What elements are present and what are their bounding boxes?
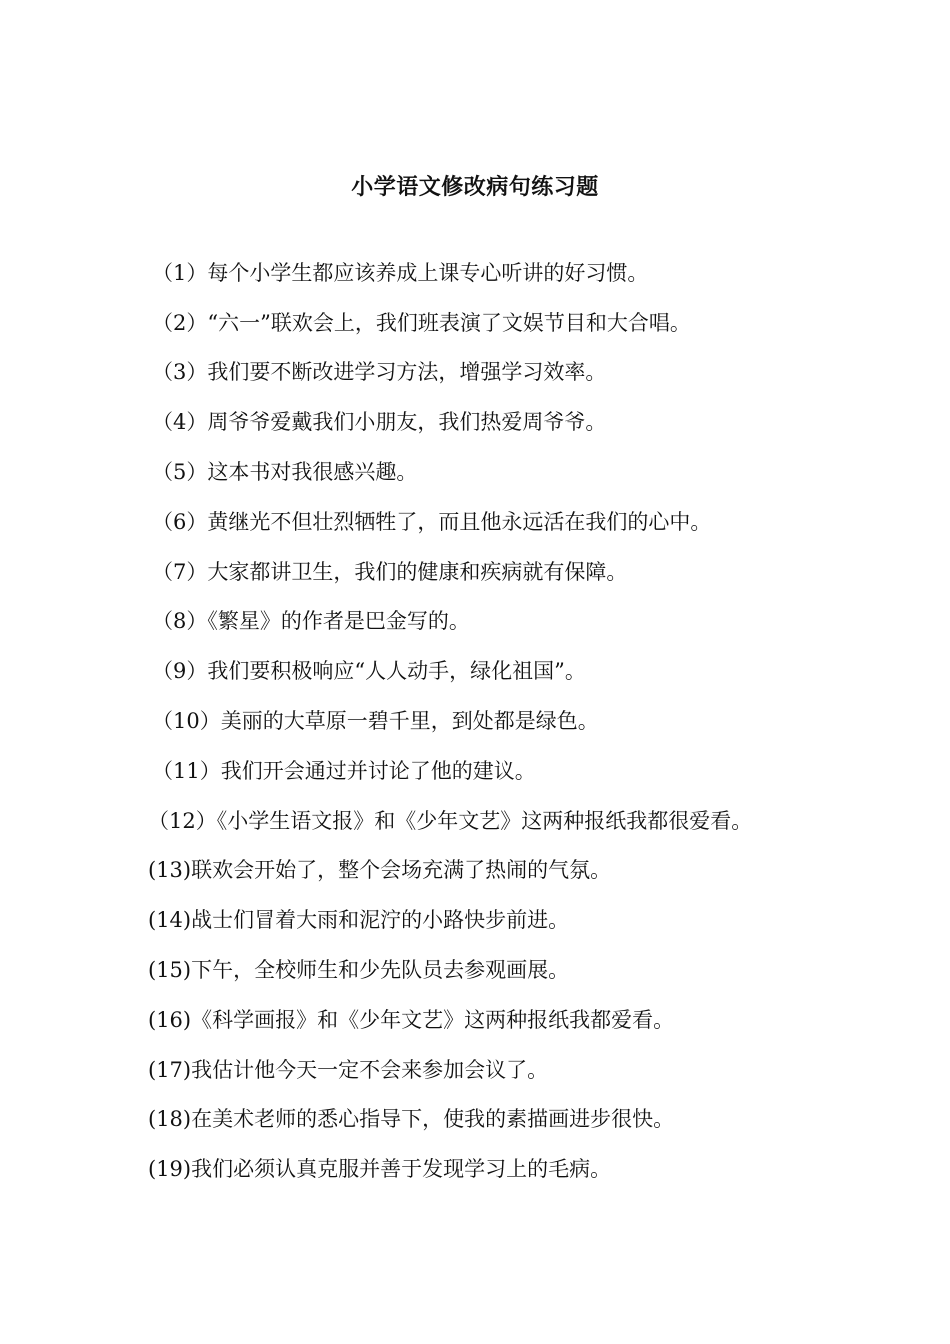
sentence-2: （2）“六一”联欢会上，我们班表演了文娱节目和大合唱。 [152,311,691,335]
sentence-4: （4）周爷爷爱戴我们小朋友，我们热爱周爷爷。 [152,410,607,434]
sentence-19: (19)我们必须认真克服并善于发现学习上的毛病。 [148,1157,612,1181]
sentence-9: （9）我们要积极响应“人人动手，绿化祖国”。 [152,659,586,683]
sentence-12: （12）《小学生语文报》和《少年文艺》这两种报纸我都很爱看。 [148,809,753,833]
sentence-16: (16)《科学画报》和《少年文艺》这两种报纸我都爱看。 [148,1008,675,1032]
sentence-18: (18)在美术老师的悉心指导下，使我的素描画进步很快。 [148,1107,675,1131]
sentence-11: （11）我们开会通过并讨论了他的建议。 [152,759,536,783]
sentence-6: （6）黄继光不但壮烈牺牲了，而且他永远活在我们的心中。 [152,510,712,534]
sentence-15: (15)下午，全校师生和少先队员去参观画展。 [148,958,570,982]
sentence-14: (14)战士们冒着大雨和泥泞的小路快步前进。 [148,908,570,932]
sentence-7: （7）大家都讲卫生，我们的健康和疾病就有保障。 [152,560,628,584]
document-title: 小学语文修改病句练习题 [351,174,599,200]
sentence-8: （8）《繁星》的作者是巴金写的。 [152,609,470,633]
sentence-10: （10）美丽的大草原一碧千里，到处都是绿色。 [152,709,599,733]
sentence-3: （3）我们要不断改进学习方法，增强学习效率。 [152,360,607,384]
sentence-5: （5）这本书对我很感兴趣。 [152,460,418,484]
sentence-1: （1）每个小学生都应该养成上课专心听讲的好习惯。 [152,261,649,285]
sentence-13: (13)联欢会开始了，整个会场充满了热闹的气氛。 [148,858,612,882]
sentence-17: (17)我估计他今天一定不会来参加会议了。 [148,1058,549,1082]
